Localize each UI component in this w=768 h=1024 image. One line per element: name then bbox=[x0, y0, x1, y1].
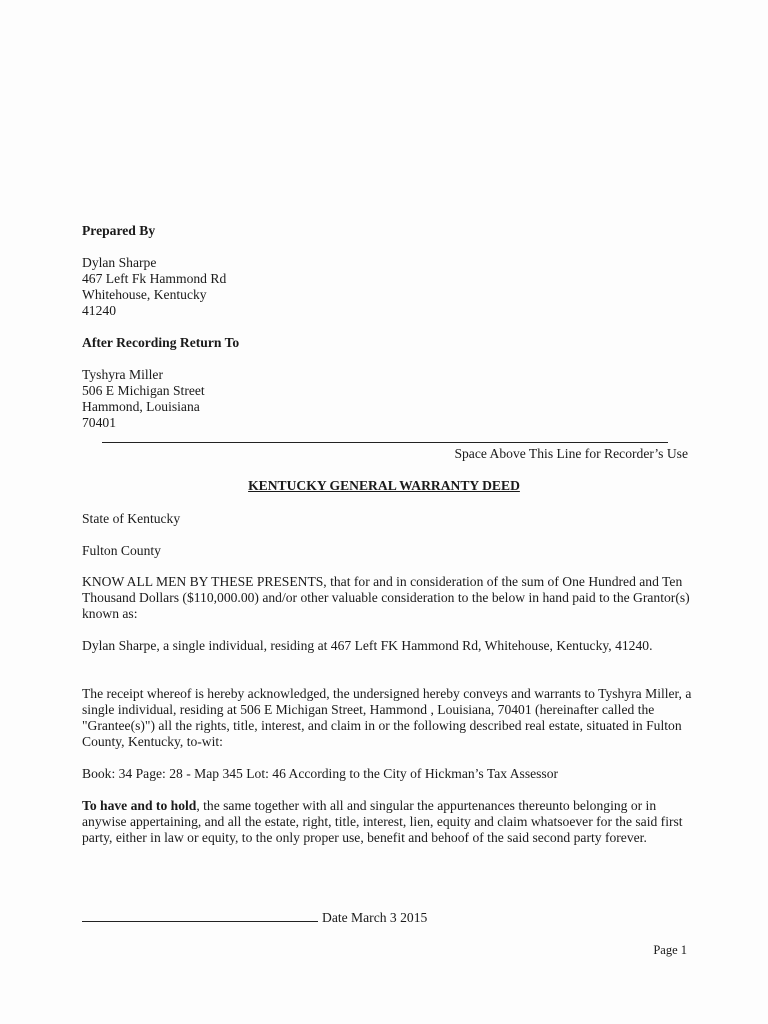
state-line: State of Kentucky bbox=[82, 511, 181, 526]
return-to-street: 506 E Michigan Street bbox=[82, 383, 205, 398]
recorder-divider bbox=[102, 442, 668, 443]
return-to-zip: 70401 bbox=[82, 415, 116, 430]
signature-line-row bbox=[82, 909, 427, 926]
habendum-lead: To have and to hold bbox=[82, 798, 197, 813]
signature-date: Date March 3 2015 bbox=[322, 910, 428, 925]
consideration-paragraph: KNOW ALL MEN BY THESE PRESENTS, that for and in consideration of the sum of One Hundred and Ten Thousand Dollars ($110,000.00) and/or other valuable consideration to the below in hand paid to the Grantor(s) known as: bbox=[82, 574, 690, 621]
prepared-by-street: 467 Left Fk Hammond Rd bbox=[82, 271, 227, 286]
prepared-by-name: Dylan Sharpe bbox=[82, 255, 157, 270]
recorder-note: Space Above This Line for Recorder’s Use bbox=[454, 446, 688, 461]
habendum-paragraph bbox=[82, 798, 692, 846]
deed-title: KENTUCKY GENERAL WARRANTY DEED bbox=[248, 478, 520, 493]
grantor-paragraph: Dylan Sharpe, a single individual, residing at 467 Left FK Hammond Rd, Whitehouse, Kentucky, 41240. bbox=[82, 638, 653, 653]
prepared-by-heading: Prepared By bbox=[82, 223, 156, 238]
conveyance-paragraph: The receipt whereof is hereby acknowledged, the undersigned hereby conveys and warrants to Tyshyra Miller, a single individual, residing at 506 E Michigan Street, Hammond , Louisiana, 70401 (hereinafter called the "Grantee(s)") all the rights, title, interest, and claim in or the following described real estate, situated in Fulton County, Kentucky, to-wit: bbox=[82, 686, 692, 749]
habendum-rest: , the same together with all and singular the appurtenances thereunto belonging or in anywise appertaining, and all the estate, right, title, interest, lien, equity and claim whatsoever for the said first party, either in law or equity, to the only proper use, benefit and behoof of the said second party forever. bbox=[82, 798, 683, 845]
signature-line bbox=[82, 909, 318, 922]
prepared-by-city-state: Whitehouse, Kentucky bbox=[82, 287, 207, 302]
legal-description: Book: 34 Page: 28 - Map 345 Lot: 46 According to the City of Hickman’s Tax Assessor bbox=[82, 766, 559, 781]
page-number: Page 1 bbox=[653, 943, 687, 957]
return-to-name: Tyshyra Miller bbox=[82, 367, 163, 382]
return-to-heading: After Recording Return To bbox=[82, 335, 240, 350]
return-to-city-state: Hammond, Louisiana bbox=[82, 399, 200, 414]
prepared-by-zip: 41240 bbox=[82, 303, 116, 318]
county-line: Fulton County bbox=[82, 543, 161, 558]
